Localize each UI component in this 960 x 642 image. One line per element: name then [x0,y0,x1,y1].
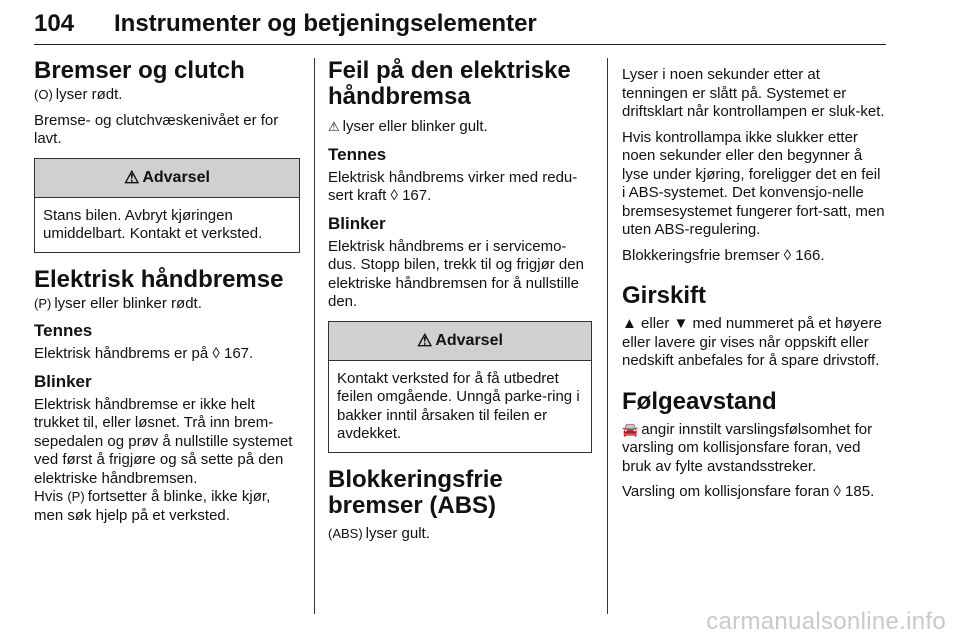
warning-box [34,158,300,253]
warning-triangle-icon: ⚠ [417,330,433,350]
page-number: 104 [34,10,75,37]
subheading: Blinker [328,213,386,233]
column-divider [314,58,315,614]
paragraph: ⚠ lyser eller blinker gult. [328,118,488,135]
column-divider [607,58,608,614]
paragraph: Hvis (P) fortsetter å blinke, ikke kjør, men søk hjelp på et verksted. [34,488,271,524]
section-heading: Bremser og clutch [34,57,245,84]
warning-text: Kontakt verksted for å få utbedret feilen omgående. Unngå parke-ring i bakker inntil årsaken til feilen er avdekket. [337,369,580,442]
paragraph: Elektrisk håndbrems er på ◊ 167. [34,345,254,362]
paragraph: (ABS) lyser gult. [328,524,430,542]
page-header [34,10,886,45]
subheading: Tennes [328,144,387,164]
warning-header [35,159,299,198]
paragraph: Lyser i noen sekunder etter at tenningen er slått på. Systemet er driftsklart når kontrollampen er sluk-ket. [622,66,885,120]
section-heading: Elektrisk håndbremse [34,265,284,293]
paragraph: Blokkeringsfrie bremser ◊ 166. [622,246,825,264]
paragraph: Hvis kontrollampa ikke slukker etter noen sekunder eller den begynner å lyse under kjøring, foreligger det en feil i ABS-systemet. Det konvensjo-nelle bremsesystemet fungerer fort-satt, men uten ABS-regulering. [622,128,885,238]
warning-header [329,322,591,361]
watermark: carmanualsonline.info [706,608,946,635]
section-heading: Girskift [622,282,707,309]
vehicle-ahead-icon: 🚘 [622,421,639,437]
paragraph: Elektrisk håndbremse er ikke helt trukket til, eller løsnet. Trå inn brem-sepedalen og prøv å nullstille systemet ved først å frigjøre og så sette på den elektriske håndbremsen. [34,395,293,487]
parking-brake-icon: (P) [67,489,85,504]
brake-warning-icon: (O) [34,87,53,102]
paragraph: (P) lyser eller blinker rødt. [34,294,202,312]
warning-text: Stans bilen. Avbryt kjøringen umiddelbart. Kontakt et verksted. [43,206,263,242]
column-1 [34,58,300,532]
warning-triangle-icon: ⚠ [124,167,140,187]
section-heading: Feil på den elektriske håndbremsa [328,57,571,110]
paragraph: 🚘 angir innstilt varslingsfølsomhet for varsling om kollisjonsfare foran, ved bruk av fylte avstandsstreker. [622,420,873,475]
warning-title: Advarsel [142,168,210,186]
brake-fault-icon: ⚠ [328,119,340,134]
section-heading: Følgeavstand [622,387,777,415]
paragraph: Elektrisk håndbrems virker med redu-sert kraft ◊ 167. [328,168,578,204]
warning-box [328,321,592,453]
paragraph: Bremse- og clutchvæskenivået er for lavt. [34,111,279,147]
paragraph: Elektrisk håndbrems er i servicemo-dus. Stopp bilen, trekk til og frigjør den elektriske håndbremsen for å nullstille den. [328,237,584,310]
subheading: Tennes [34,321,93,340]
warning-title: Advarsel [435,331,503,349]
abs-icon: (ABS) [328,525,363,541]
subheading: Blinker [34,371,92,391]
paragraph: (O) lyser rødt. [34,86,123,103]
section-heading: Blokkeringsfrie bremser (ABS) [328,465,503,519]
paragraph: ▲ eller ▼ med nummeret på et høyere eller lavere gir vises når oppskift eller nedskift anbefales for å spare drivstoff. [622,315,882,369]
page-title: Instrumenter og betjeningselementer [114,10,537,37]
column-2 [328,58,592,550]
paragraph: Varsling om kollisjonsfare foran ◊ 185. [622,483,875,500]
column-3 [622,66,886,509]
parking-brake-icon: (P) [34,295,52,311]
